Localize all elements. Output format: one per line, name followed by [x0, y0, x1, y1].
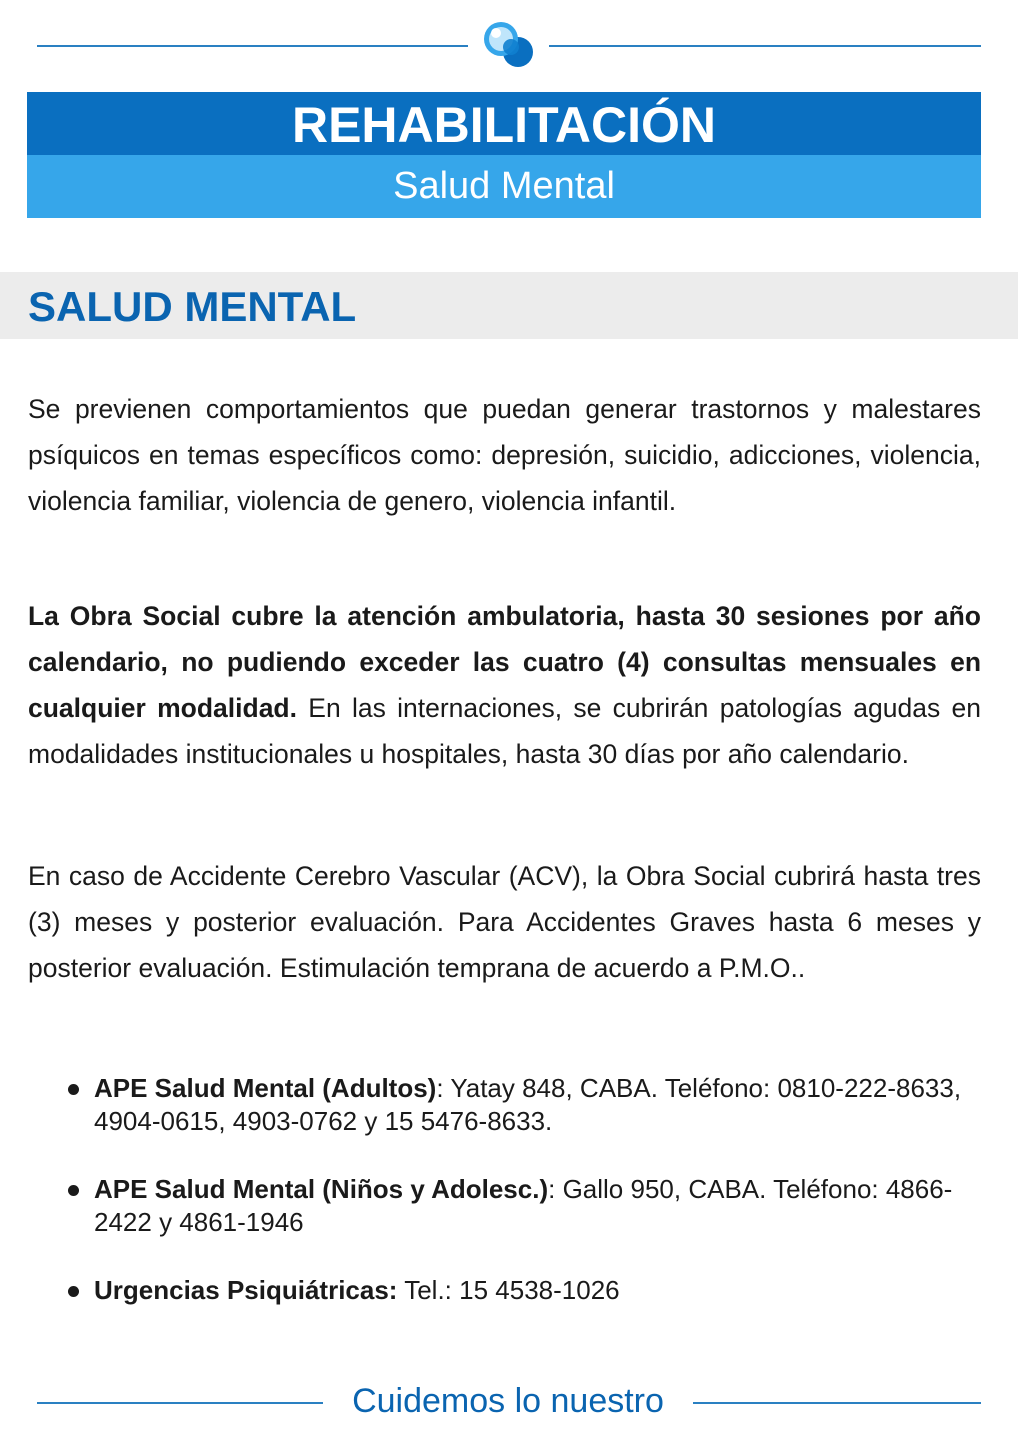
coverage-detail: En las internaciones, se cubrirán patologías agudas en modalidades institucionales u hospitales, hasta 30 días por año calendario.	[28, 693, 981, 769]
bottom-divider-left	[37, 1402, 323, 1404]
bullet-dot-icon	[68, 1286, 79, 1297]
section-title: SALUD MENTAL	[28, 283, 357, 330]
contact-name: Urgencias Psiquiátricas:	[94, 1275, 398, 1305]
page-title: REHABILITACIÓN	[27, 92, 981, 155]
list-item	[68, 1173, 968, 1239]
list-item	[68, 1274, 968, 1307]
page-subtitle: Salud Mental	[27, 155, 981, 218]
top-divider-left	[37, 45, 468, 47]
paragraph-prevention: Se previenen comportamientos que puedan generar trastornos y malestares psíquicos en temas específicos como: depresión, suicidio, adicciones, violencia, violencia familiar, violencia de genero, violencia infantil.	[28, 394, 981, 516]
top-divider-right	[549, 45, 981, 47]
page-banner	[27, 92, 981, 218]
paragraph-coverage	[28, 593, 981, 777]
paragraph-acv: En caso de Accidente Cerebro Vascular (ACV), la Obra Social cubrirá hasta tres (3) meses y posterior evaluación. Para Accidentes Graves hasta 6 meses y posterior evaluación. Estimulación temprana de acuerdo a P.M.O..	[28, 861, 981, 983]
contact-list	[68, 1072, 968, 1342]
bottom-divider-right	[693, 1402, 981, 1404]
contact-name: APE Salud Mental (Adultos)	[94, 1073, 437, 1103]
bullet-dot-icon	[68, 1185, 79, 1196]
footer-slogan: Cuidemos lo nuestro	[352, 1382, 664, 1420]
contact-detail: : Gallo 950, CABA. Teléfono: 4866-2422 y 4861-1946	[94, 1174, 953, 1237]
section-header	[0, 272, 1018, 339]
coverage-emphasis: La Obra Social cubre la atención ambulatoria, hasta 30 sesiones por año calendario, no pudiendo exceder las cuatro (4) consultas mensuales en cualquier modalidad.	[28, 601, 981, 723]
bubbles-logo-icon	[478, 18, 538, 70]
contact-detail: : Yatay 848, CABA. Teléfono: 0810-222-8633, 4904-0615, 4903-0762 y 15 5476-8633.	[94, 1073, 962, 1136]
bullet-dot-icon	[68, 1084, 79, 1095]
contact-detail: Tel.: 15 4538-1026	[397, 1275, 620, 1305]
contact-name: APE Salud Mental (Niños y Adolesc.)	[94, 1174, 549, 1204]
list-item	[68, 1072, 968, 1138]
